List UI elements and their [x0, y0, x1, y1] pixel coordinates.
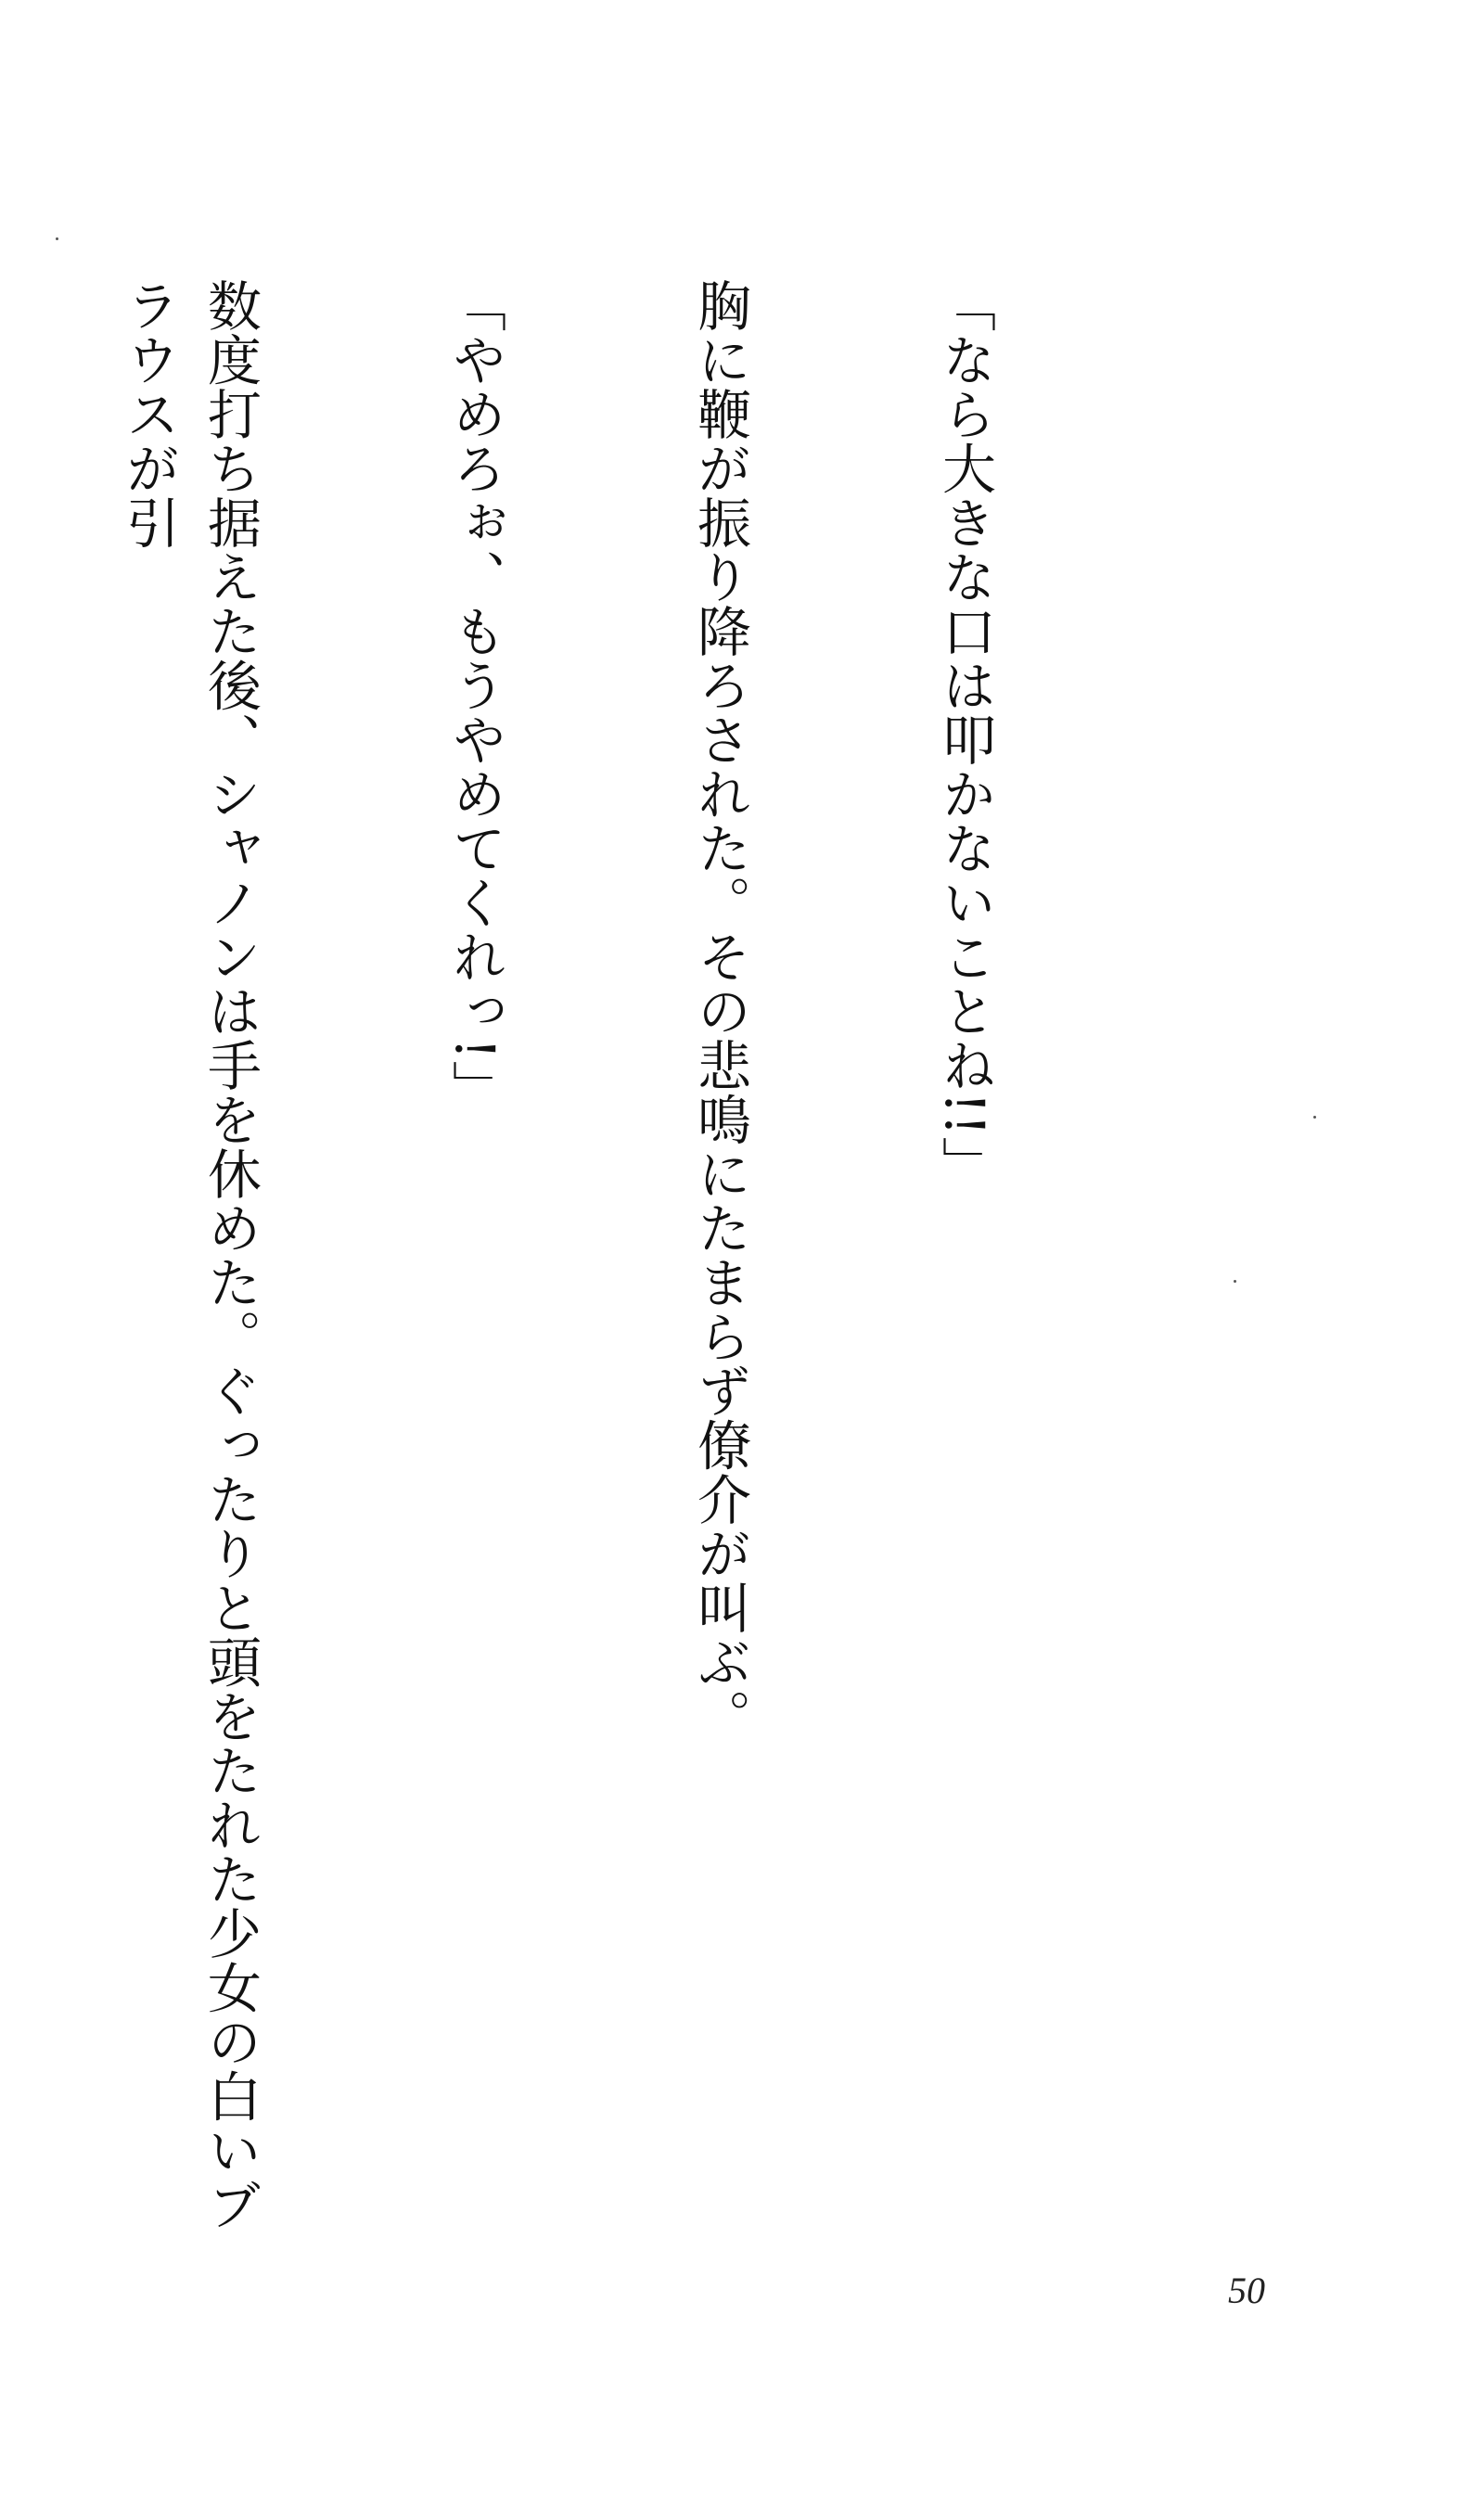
- scan-speck: [1234, 1280, 1236, 1283]
- text-line: 「なら大きな口は叩かないことね!!」: [933, 278, 996, 1191]
- text-line: 「やめろぉ、もうやめてくれっ!」: [443, 278, 506, 1115]
- vertical-text-body: [0, 278, 1169, 2272]
- page-number: 50: [1228, 2270, 1265, 2311]
- text-line: 胸に鞭が振り降ろされた。その悲鳴にたまらず僚介が叫ぶ。: [688, 278, 751, 1744]
- scan-speck: [56, 237, 58, 240]
- text-line: 数度打ち据えた後、シャノンは手を休めた。ぐったりと頭をたれた少女の白いブラウスが引: [117, 278, 262, 2232]
- scan-speck: [1313, 1116, 1316, 1119]
